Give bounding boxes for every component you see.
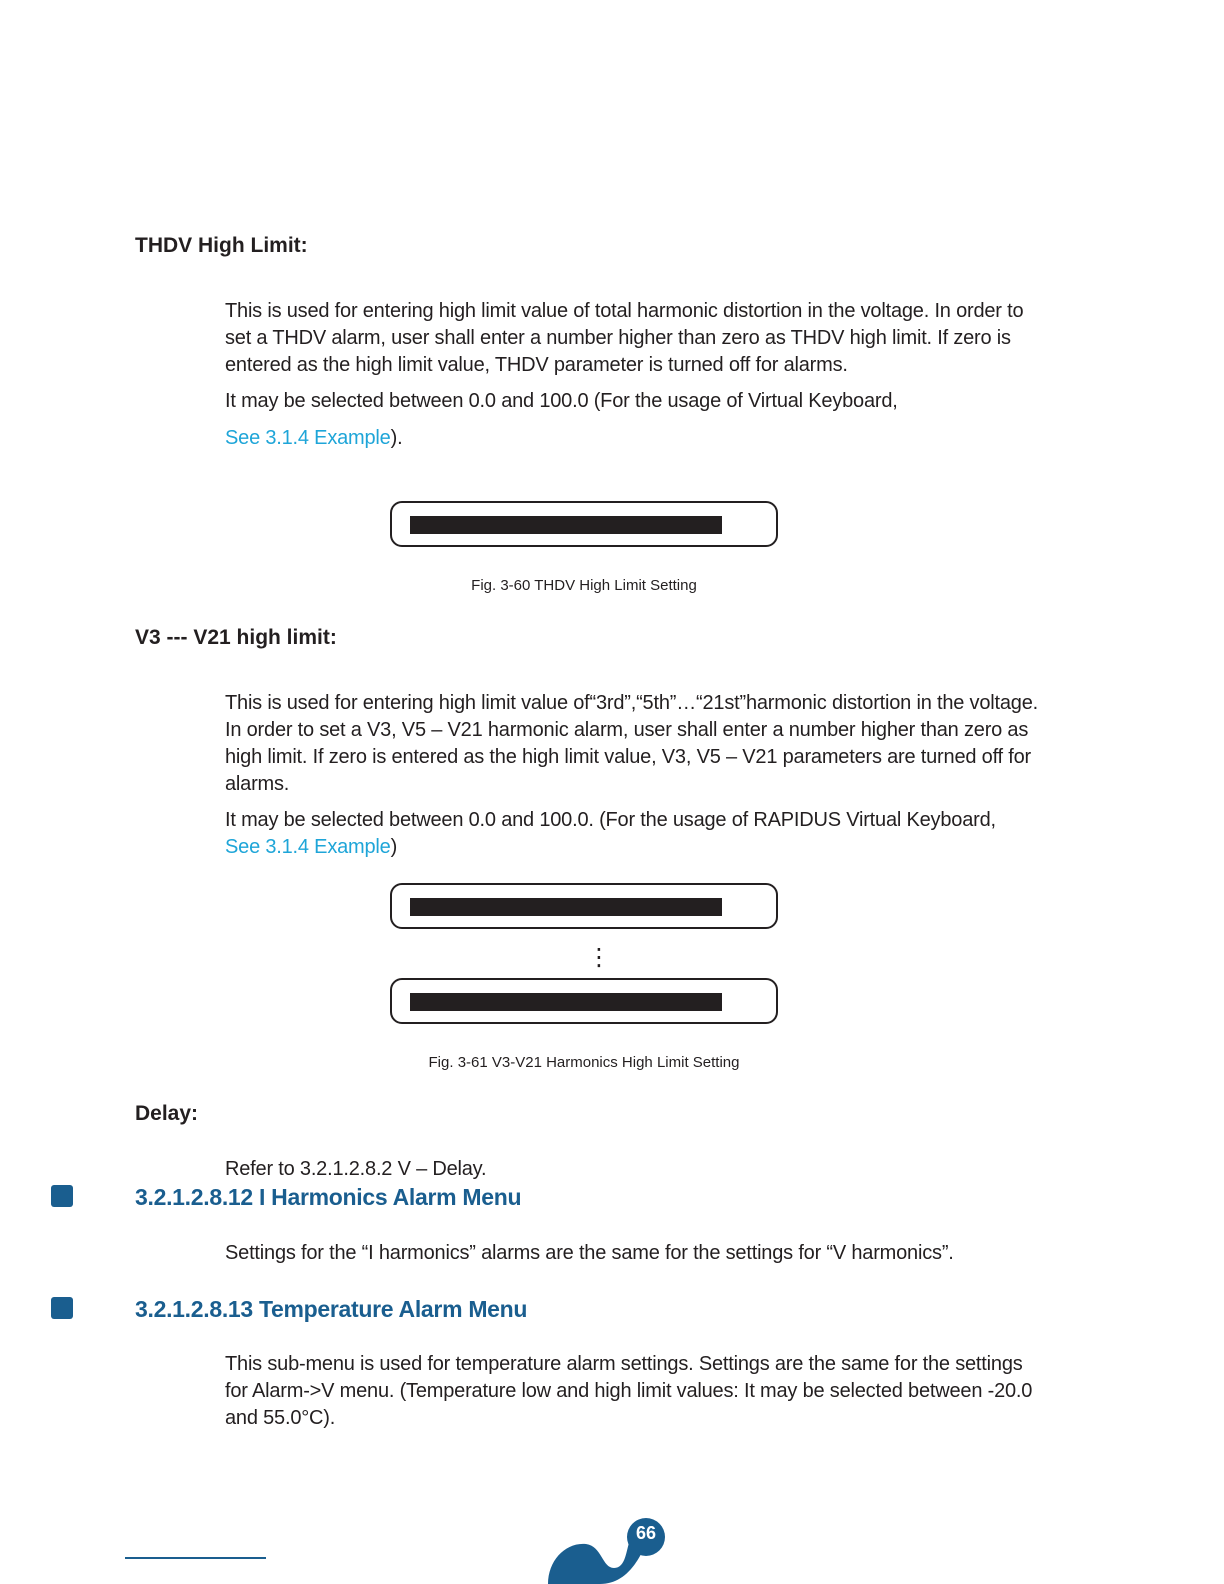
v3v21-example-link[interactable]: See 3.1.4 Example [225, 836, 391, 858]
v3v21-link-suffix: ) [390, 836, 398, 858]
thdv-heading: THDV High Limit: [135, 234, 308, 257]
thdv-range-text: It may be selected between 0.0 and 100.0 (For the usage of Virtual Keyboard, [225, 390, 898, 412]
section-temperature-title: 3.2.1.2.8.13 Temperature Alarm Menu [135, 1296, 528, 1322]
fig-3-61-caption: Fig. 3-61 V3-V21 Harmonics High Limit Setting [428, 1054, 740, 1071]
thdv-description: This is used for entering high limit value of total harmonic distortion in the voltage. In order to set a THDV alarm, user shall enter a number higher than zero as THDV high limit. If zero is entered as the high limit value, THDV parameter is turned off for alarms. [225, 300, 1024, 376]
page-badge-icon [544, 1510, 674, 1584]
v3v21-description: This is used for entering high limit value of“3rd”,“5th”…“21st”harmonic distortion in the voltage. In order to set a V3, V5 – V21 harmonic alarm, user shall enter a number higher than zero as high limit. If zero is entered as the high limit value, V3, V5 – V21 parameters are turned off for alarms. [225, 692, 1038, 795]
v3-lcd-display [390, 883, 778, 929]
section-temperature-text: This sub-menu is used for temperature alarm settings. Settings are the same for the settings for Alarm->V menu. (Temperature low and high limit values: It may be selected between -20.0 and 55.0°C). [225, 1353, 1033, 1429]
vertical-ellipsis: ⋮ [587, 944, 611, 971]
v21-lcd-display [390, 978, 778, 1024]
thdv-link-suffix: ). [390, 427, 403, 449]
fig-3-60-caption: Fig. 3-60 THDV High Limit Setting [471, 577, 697, 594]
v3v21-heading: V3 --- V21 high limit: [135, 626, 337, 649]
v3v21-range-sentence: It may be selected between 0.0 and 100.0. (For the usage of RAPIDUS Virtual Keyboard, [225, 809, 996, 831]
thdv-lcd-display [390, 501, 778, 547]
section-bullet-icon [51, 1297, 73, 1319]
thdv-example-link[interactable]: See 3.1.4 Example [225, 427, 391, 449]
page-number: 66 [635, 1523, 657, 1543]
thdv-reference [225, 425, 1040, 452]
section-i-harmonics-title: 3.2.1.2.8.12 I Harmonics Alarm Menu [135, 1184, 522, 1210]
lcd-redacted-bar [410, 516, 722, 534]
lcd-redacted-bar [410, 898, 722, 916]
footer-rule [125, 1557, 266, 1559]
v3v21-range-text [225, 807, 1040, 861]
section-i-harmonics-text: Settings for the “I harmonics” alarms are the same for the settings for “V harmonics”. [225, 1242, 954, 1264]
lcd-redacted-bar [410, 993, 722, 1011]
delay-heading: Delay: [135, 1102, 199, 1125]
section-bullet-icon [51, 1185, 73, 1207]
delay-text: Refer to 3.2.1.2.8.2 V – Delay. [225, 1158, 487, 1180]
